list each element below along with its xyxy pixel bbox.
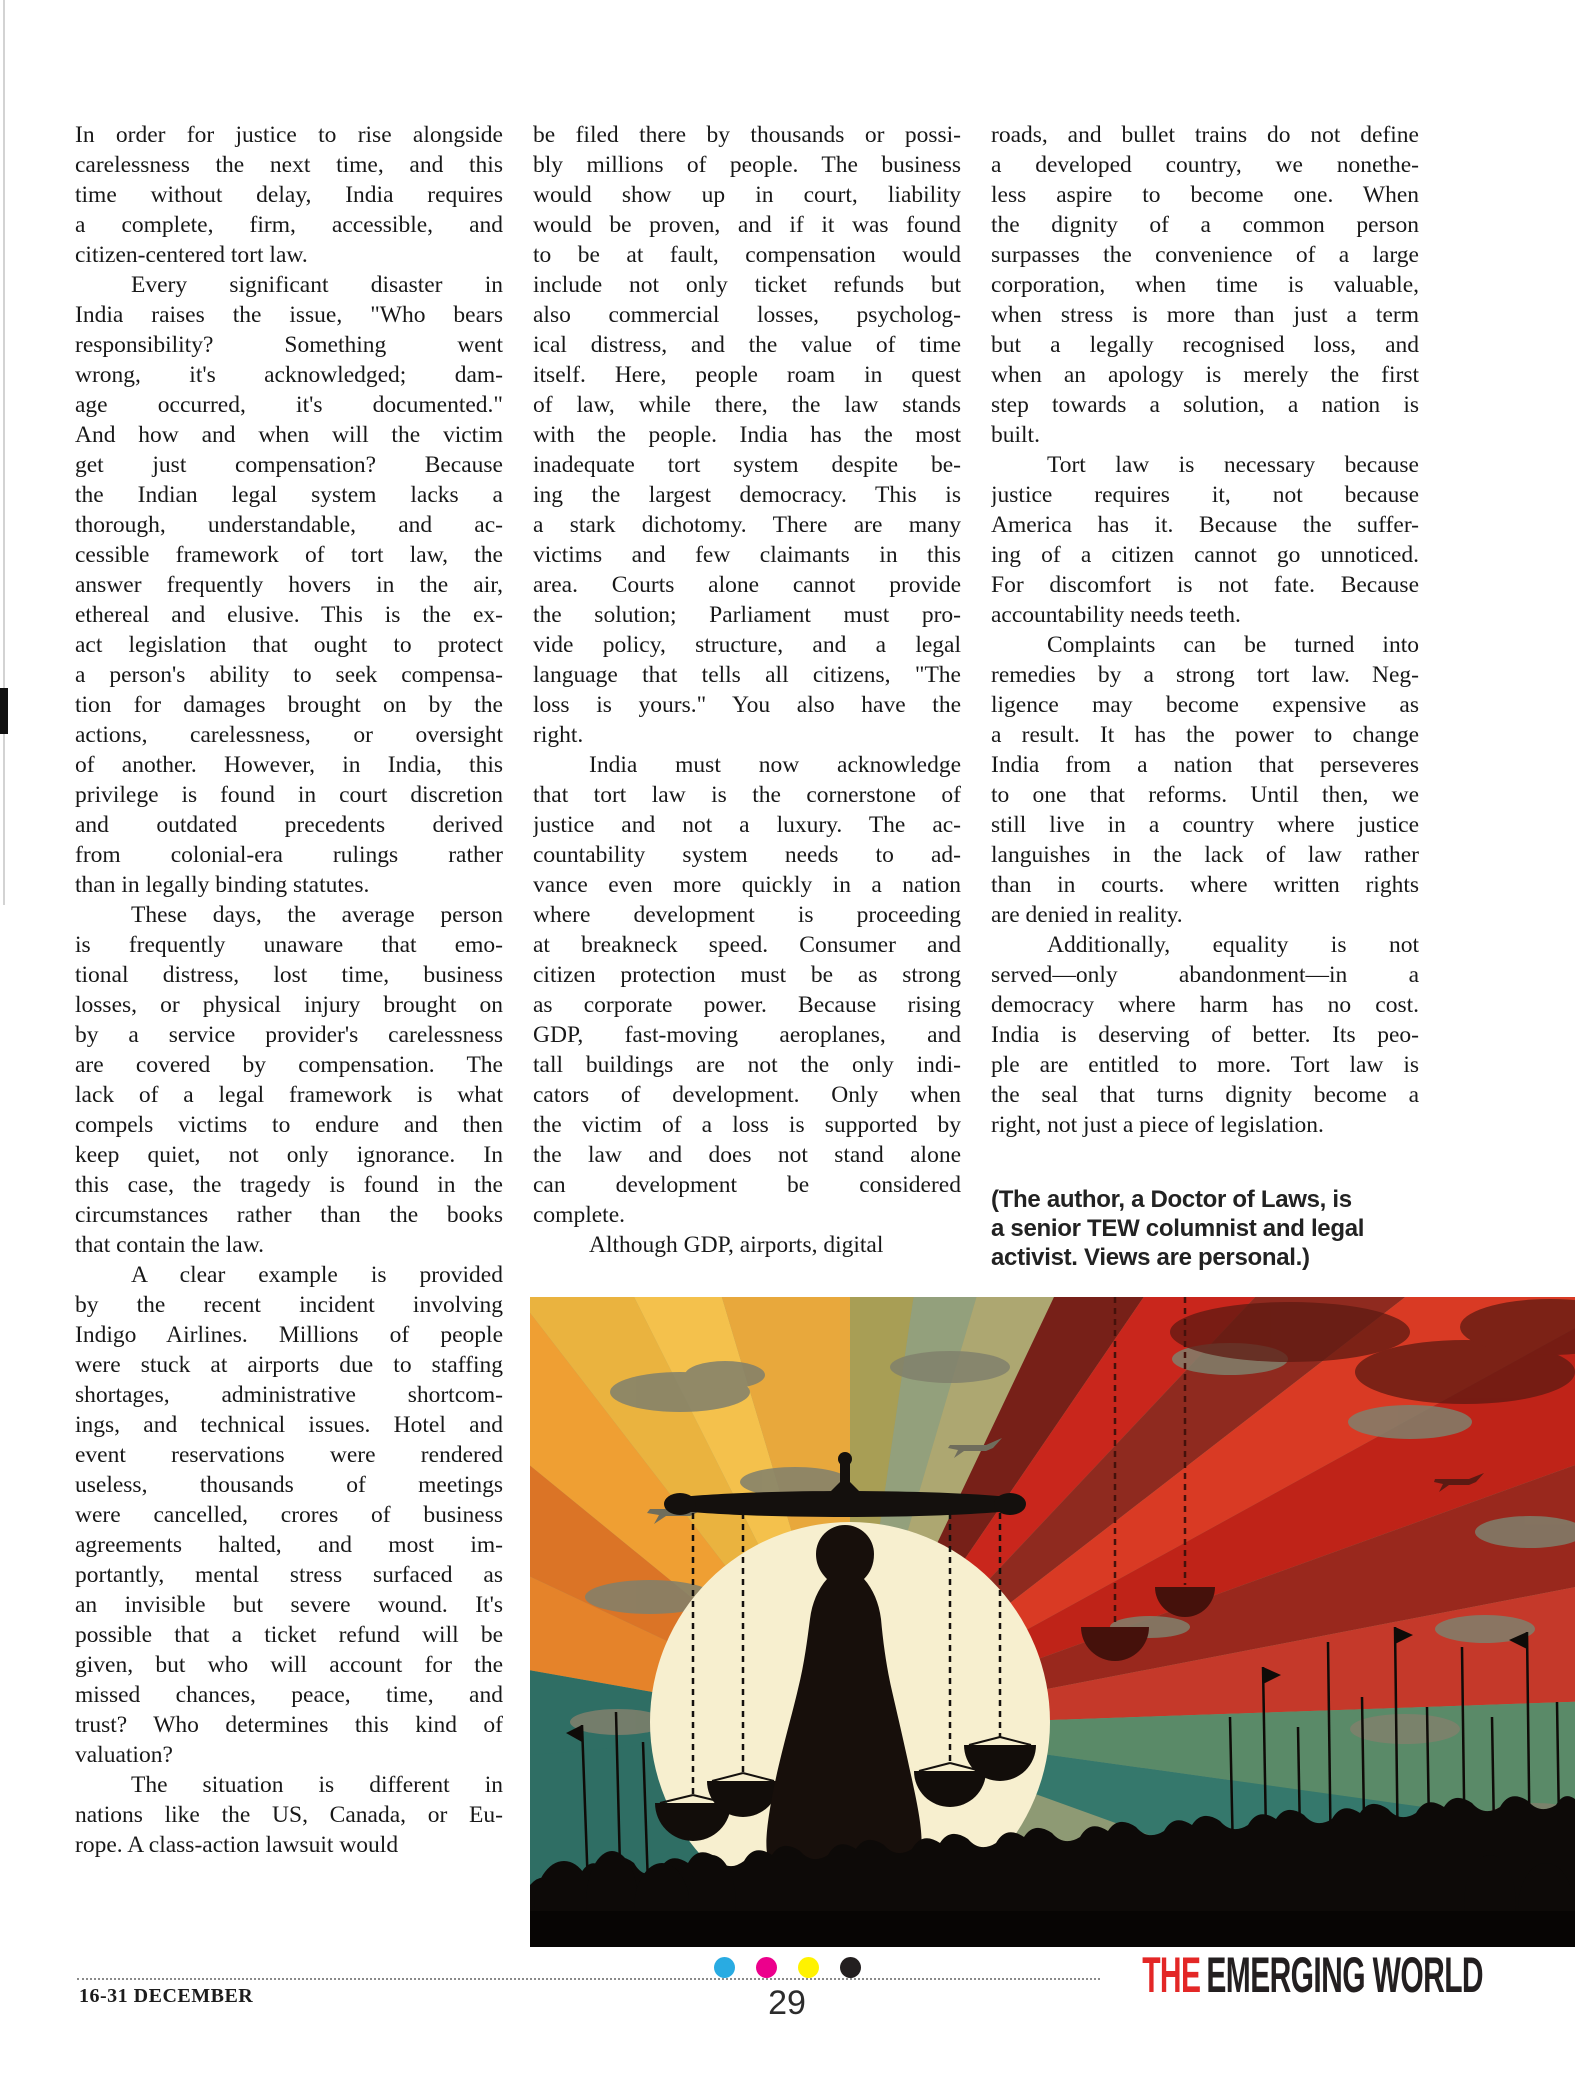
text-line: are covered by compensation. The: [75, 1052, 503, 1078]
text-line: loss is yours." You also have the: [533, 692, 961, 718]
text-line: act legislation that ought to protect: [75, 632, 503, 658]
text-line: as corporate power. Because rising: [533, 992, 961, 1018]
text-line: Tort law is necessary because: [1047, 452, 1419, 478]
text-line: remedies by a strong tort law. Neg-: [991, 662, 1419, 688]
text-line: this case, the tragedy is found in the: [75, 1172, 503, 1198]
text-line: of another. However, in India, this: [75, 752, 503, 778]
text-line: would be proven, and if it was found: [533, 212, 961, 238]
text-line: right.: [533, 722, 584, 748]
text-line: cessible framework of tort law, the: [75, 542, 503, 568]
author-note: [991, 1185, 1419, 1272]
text-line: trust? Who determines this kind of: [75, 1712, 503, 1738]
text-line: Although GDP, airports, digital: [589, 1232, 884, 1258]
paragraph: [991, 630, 1419, 930]
text-line: accountability needs teeth.: [991, 602, 1241, 628]
text-line: of law, while there, the law stands: [533, 392, 961, 418]
text-line: tion for damages brought on by the: [75, 692, 503, 718]
paragraph: [75, 270, 503, 900]
text-line: the dignity of a common person: [991, 212, 1419, 238]
text-line: And how and when will the victim: [75, 422, 503, 448]
scan-edge-line: [3, 0, 5, 905]
text-line: privilege is found in court discretion: [75, 782, 503, 808]
text-line: a person's ability to seek compensa-: [75, 662, 503, 688]
text-line: possible that a ticket refund will be: [75, 1622, 503, 1648]
text-line: tional distress, lost time, business: [75, 962, 503, 988]
registration-dot-3: [840, 1957, 861, 1978]
paragraph: [991, 120, 1419, 450]
author-note-line: activist. Views are personal.): [991, 1244, 1310, 1271]
text-line: justice and not a luxury. The ac-: [533, 812, 961, 838]
text-line: from colonial-era rulings rather: [75, 842, 503, 868]
text-line: also commercial losses, psycholog-: [533, 302, 961, 328]
text-line: In order for justice to rise alongside: [75, 122, 503, 148]
text-line: shortages, administrative shortcom-: [75, 1382, 503, 1408]
paragraph: [75, 1260, 503, 1770]
text-line: ings, and technical issues. Hotel and: [75, 1412, 503, 1438]
text-line: answer frequently hovers in the air,: [75, 572, 503, 598]
text-line: victims and few claimants in this: [533, 542, 961, 568]
text-line: roads, and bullet trains do not define: [991, 122, 1419, 148]
text-line: by a service provider's carelessness: [75, 1022, 503, 1048]
text-line: thorough, understandable, and ac-: [75, 512, 503, 538]
justice-illustration: [530, 1297, 1575, 1947]
text-line: citizen-centered tort law.: [75, 242, 308, 268]
text-line: America has it. Because the suffer-: [991, 512, 1419, 538]
paragraph: [75, 120, 503, 270]
text-line: the solution; Parliament must pro-: [533, 602, 961, 628]
registration-dot-0: [714, 1957, 735, 1978]
text-line: India must now acknowledge: [589, 752, 961, 778]
text-line: a complete, firm, accessible, and: [75, 212, 503, 238]
publication-logo: [1142, 1947, 1483, 2003]
text-line: the Indian legal system lacks a: [75, 482, 503, 508]
text-line: valuation?: [75, 1742, 173, 1768]
text-line: given, but who will account for the: [75, 1652, 503, 1678]
justice-illustration-svg: [530, 1297, 1575, 1947]
text-line: are denied in reality.: [991, 902, 1183, 928]
text-line: built.: [991, 422, 1040, 448]
footer-rule: [77, 1978, 1100, 1980]
text-line: ligence may become expensive as: [991, 692, 1419, 718]
text-line: Every significant disaster in: [131, 272, 503, 298]
text-line: area. Courts alone cannot provide: [533, 572, 961, 598]
paragraph: [533, 750, 961, 1230]
text-line: portantly, mental stress surfaced as: [75, 1562, 503, 1588]
text-line: the law and does not stand alone: [533, 1142, 961, 1168]
text-line: losses, or physical injury brought on: [75, 992, 503, 1018]
text-line: India is deserving of better. Its peo-: [991, 1022, 1419, 1048]
author-note-line: a senior TEW columnist and legal: [991, 1215, 1365, 1242]
text-line: languishes in the lack of law rather: [991, 842, 1419, 868]
text-line: would show up in court, liability: [533, 182, 961, 208]
text-line: can development be considered: [533, 1172, 961, 1198]
text-line: to be at fault, compensation would: [533, 242, 961, 268]
text-line: Additionally, equality is not: [1047, 932, 1419, 958]
text-line: The situation is different in: [131, 1772, 503, 1798]
text-line: keep quiet, not only ignorance. In: [75, 1142, 503, 1168]
text-line: were cancelled, crores of business: [75, 1502, 503, 1528]
text-line: India from a nation that perseveres: [991, 752, 1419, 778]
text-line: less aspire to become one. When: [991, 182, 1419, 208]
text-line: Complaints can be turned into: [1047, 632, 1419, 658]
text-line: age occurred, it's documented.": [75, 392, 503, 418]
text-line: language that tells all citizens, "The: [533, 662, 961, 688]
text-line: at breakneck speed. Consumer and: [533, 932, 961, 958]
text-line: responsibility? Something went: [75, 332, 503, 358]
text-line: by the recent incident involving: [75, 1292, 503, 1318]
text-line: with the people. India has the most: [533, 422, 961, 448]
issue-date: 16-31 DECEMBER: [79, 1985, 254, 2007]
text-line: missed chances, peace, time, and: [75, 1682, 503, 1708]
text-line: inadequate tort system despite be-: [533, 452, 961, 478]
text-line: a result. It has the power to change: [991, 722, 1419, 748]
scan-edge-mark: [0, 688, 8, 734]
text-line: These days, the average person: [131, 902, 503, 928]
paragraph: [991, 450, 1419, 630]
text-line: still live in a country where justice: [991, 812, 1419, 838]
text-line: vance even more quickly in a nation: [533, 872, 961, 898]
text-line: get just compensation? Because: [75, 452, 503, 478]
text-line: served—only abandonment—in a: [991, 962, 1419, 988]
text-line: the seal that turns dignity become a: [991, 1082, 1419, 1108]
text-line: when an apology is merely the first: [991, 362, 1419, 388]
text-line: wrong, it's acknowledged; dam-: [75, 362, 503, 388]
text-line: bly millions of people. The business: [533, 152, 961, 178]
text-line: ing the largest democracy. This is: [533, 482, 961, 508]
text-line: include not only ticket refunds but: [533, 272, 961, 298]
text-line: GDP, fast-moving aeroplanes, and: [533, 1022, 961, 1048]
text-line: ple are entitled to more. Tort law is: [991, 1052, 1419, 1078]
text-line: and outdated precedents derived: [75, 812, 503, 838]
text-line: For discomfort is not fate. Because: [991, 572, 1419, 598]
column-1: [75, 120, 503, 1860]
text-line: citizen protection must be as strong: [533, 962, 961, 988]
text-line: to one that reforms. Until then, we: [991, 782, 1419, 808]
text-line: be filed there by thousands or possi-: [533, 122, 961, 148]
cmyk-registration-dots: [714, 1957, 861, 1978]
text-line: a developed country, we nonethe-: [991, 152, 1419, 178]
text-line: time without delay, India requires: [75, 182, 503, 208]
logo-the: THE: [1142, 1947, 1201, 2003]
paragraph: [75, 1770, 503, 1860]
text-line: surpasses the convenience of a large: [991, 242, 1419, 268]
text-line: ical distress, and the value of time: [533, 332, 961, 358]
text-line: corporation, when time is valuable,: [991, 272, 1419, 298]
author-note-line: (The author, a Doctor of Laws, is: [991, 1186, 1352, 1213]
text-line: than in legally binding statutes.: [75, 872, 370, 898]
text-line: when stress is more than just a term: [991, 302, 1419, 328]
paragraph: [533, 120, 961, 750]
registration-dot-1: [756, 1957, 777, 1978]
text-line: itself. Here, people roam in quest: [533, 362, 961, 388]
paragraph: [533, 1230, 961, 1260]
text-line: countability system needs to ad-: [533, 842, 961, 868]
text-line: an invisible but severe wound. It's: [75, 1592, 503, 1618]
registration-dot-2: [798, 1957, 819, 1978]
text-line: actions, carelessness, or oversight: [75, 722, 503, 748]
text-line: circumstances rather than the books: [75, 1202, 503, 1228]
text-line: Indigo Airlines. Millions of people: [75, 1322, 503, 1348]
text-line: India raises the issue, "Who bears: [75, 302, 503, 328]
text-line: lack of a legal framework is what: [75, 1082, 503, 1108]
text-line: step towards a solution, a nation is: [991, 392, 1419, 418]
text-line: democracy where harm has no cost.: [991, 992, 1419, 1018]
text-line: that tort law is the cornerstone of: [533, 782, 961, 808]
text-line: compels victims to endure and then: [75, 1112, 503, 1138]
logo-emerging-world: EMERGING WORLD: [1206, 1947, 1483, 2003]
text-line: that contain the law.: [75, 1232, 265, 1258]
text-line: complete.: [533, 1202, 626, 1228]
text-line: than in courts. where written rights: [991, 872, 1419, 898]
text-line: rope. A class-action lawsuit would: [75, 1832, 399, 1858]
text-line: justice requires it, not because: [991, 482, 1419, 508]
text-line: but a legally recognised loss, and: [991, 332, 1419, 358]
text-line: the victim of a loss is supported by: [533, 1112, 961, 1138]
paragraph: [75, 900, 503, 1260]
text-line: were stuck at airports due to staffing: [75, 1352, 503, 1378]
text-line: where development is proceeding: [533, 902, 961, 928]
text-line: A clear example is provided: [131, 1262, 503, 1288]
text-line: useless, thousands of meetings: [75, 1472, 503, 1498]
page-number: 29: [768, 1984, 806, 2022]
text-line: ing of a citizen cannot go unnoticed.: [991, 542, 1419, 568]
text-line: tall buildings are not the only indi-: [533, 1052, 961, 1078]
text-line: nations like the US, Canada, or Eu-: [75, 1802, 503, 1828]
text-line: event reservations were rendered: [75, 1442, 503, 1468]
text-line: agreements halted, and most im-: [75, 1532, 503, 1558]
text-line: cators of development. Only when: [533, 1082, 961, 1108]
text-line: ethereal and elusive. This is the ex-: [75, 602, 503, 628]
text-line: is frequently unaware that emo-: [75, 932, 503, 958]
text-line: right, not just a piece of legislation.: [991, 1112, 1324, 1138]
text-line: a stark dichotomy. There are many: [533, 512, 961, 538]
text-line: carelessness the next time, and this: [75, 152, 503, 178]
text-line: vide policy, structure, and a legal: [533, 632, 961, 658]
paragraph: [991, 930, 1419, 1140]
